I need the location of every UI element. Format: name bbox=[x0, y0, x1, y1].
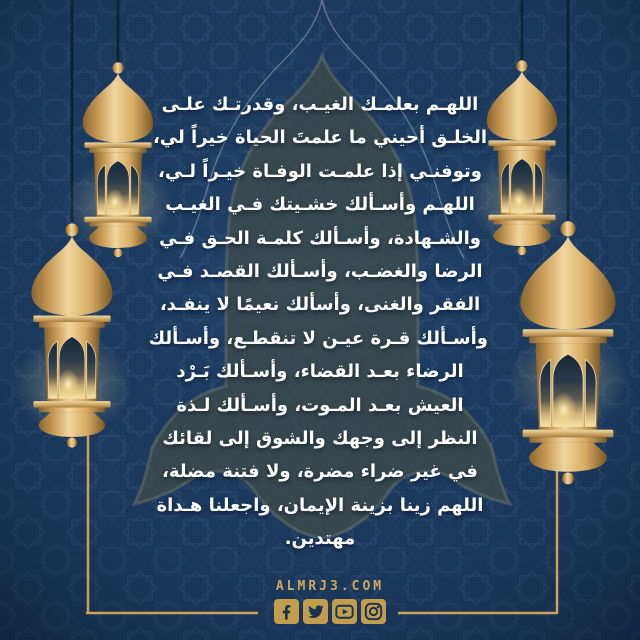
dua-text-block bbox=[148, 88, 488, 555]
instagram-icon[interactable] bbox=[361, 599, 386, 624]
dua-line: الخلـق أحيني ما علمتَ الحياة خيراً لي، bbox=[152, 127, 488, 149]
dua-line: النظر إلى وجهك والشوق إلى لقائك bbox=[162, 427, 478, 449]
dua-line: في غير ضراء مضرة، ولا فتنة مضلة، bbox=[162, 461, 478, 483]
dua-line: العيش بعـد المـوت، وأسـألك لـذة bbox=[176, 394, 464, 416]
youtube-icon[interactable] bbox=[332, 599, 357, 624]
dua-line: وتوفنـي إذا علمـت الوفـاة خيـراً لـي، bbox=[158, 160, 482, 182]
footer-brand bbox=[200, 579, 460, 624]
dua-line: الرضاء بعـد القضاء، وأسـألك بَـرْد bbox=[176, 361, 464, 383]
dua-line: اللهـم بعلمـك الغيـب، وقدرتـك علـى bbox=[161, 94, 479, 115]
dua-line: مهتدين. bbox=[284, 528, 356, 550]
facebook-icon[interactable] bbox=[274, 599, 299, 624]
dua-line: والشـهادة، وأسـألك كلمـة الحـق فـي bbox=[159, 227, 481, 249]
dua-line: الرضا والغضـب، وأسـألك القصـد فـي bbox=[157, 260, 483, 282]
dua-line: اللهم زينا بزينة الإيمان، واجعلنا هـداة bbox=[156, 494, 484, 516]
dua-line: اللهـم وأسـألك خشـيتك فـي الغيـب bbox=[165, 194, 475, 216]
dua-line: وأسـألك قـرة عيـن لا تنقطـع، وأسـألك bbox=[148, 327, 488, 349]
dua-line: الفقر والغنى، وأسألك نعيمًا لا ينفـد، bbox=[159, 294, 481, 316]
twitter-icon[interactable] bbox=[303, 599, 328, 624]
social-icons-row bbox=[200, 599, 460, 624]
website-link[interactable]: ALMRJ3.COM bbox=[275, 579, 385, 594]
